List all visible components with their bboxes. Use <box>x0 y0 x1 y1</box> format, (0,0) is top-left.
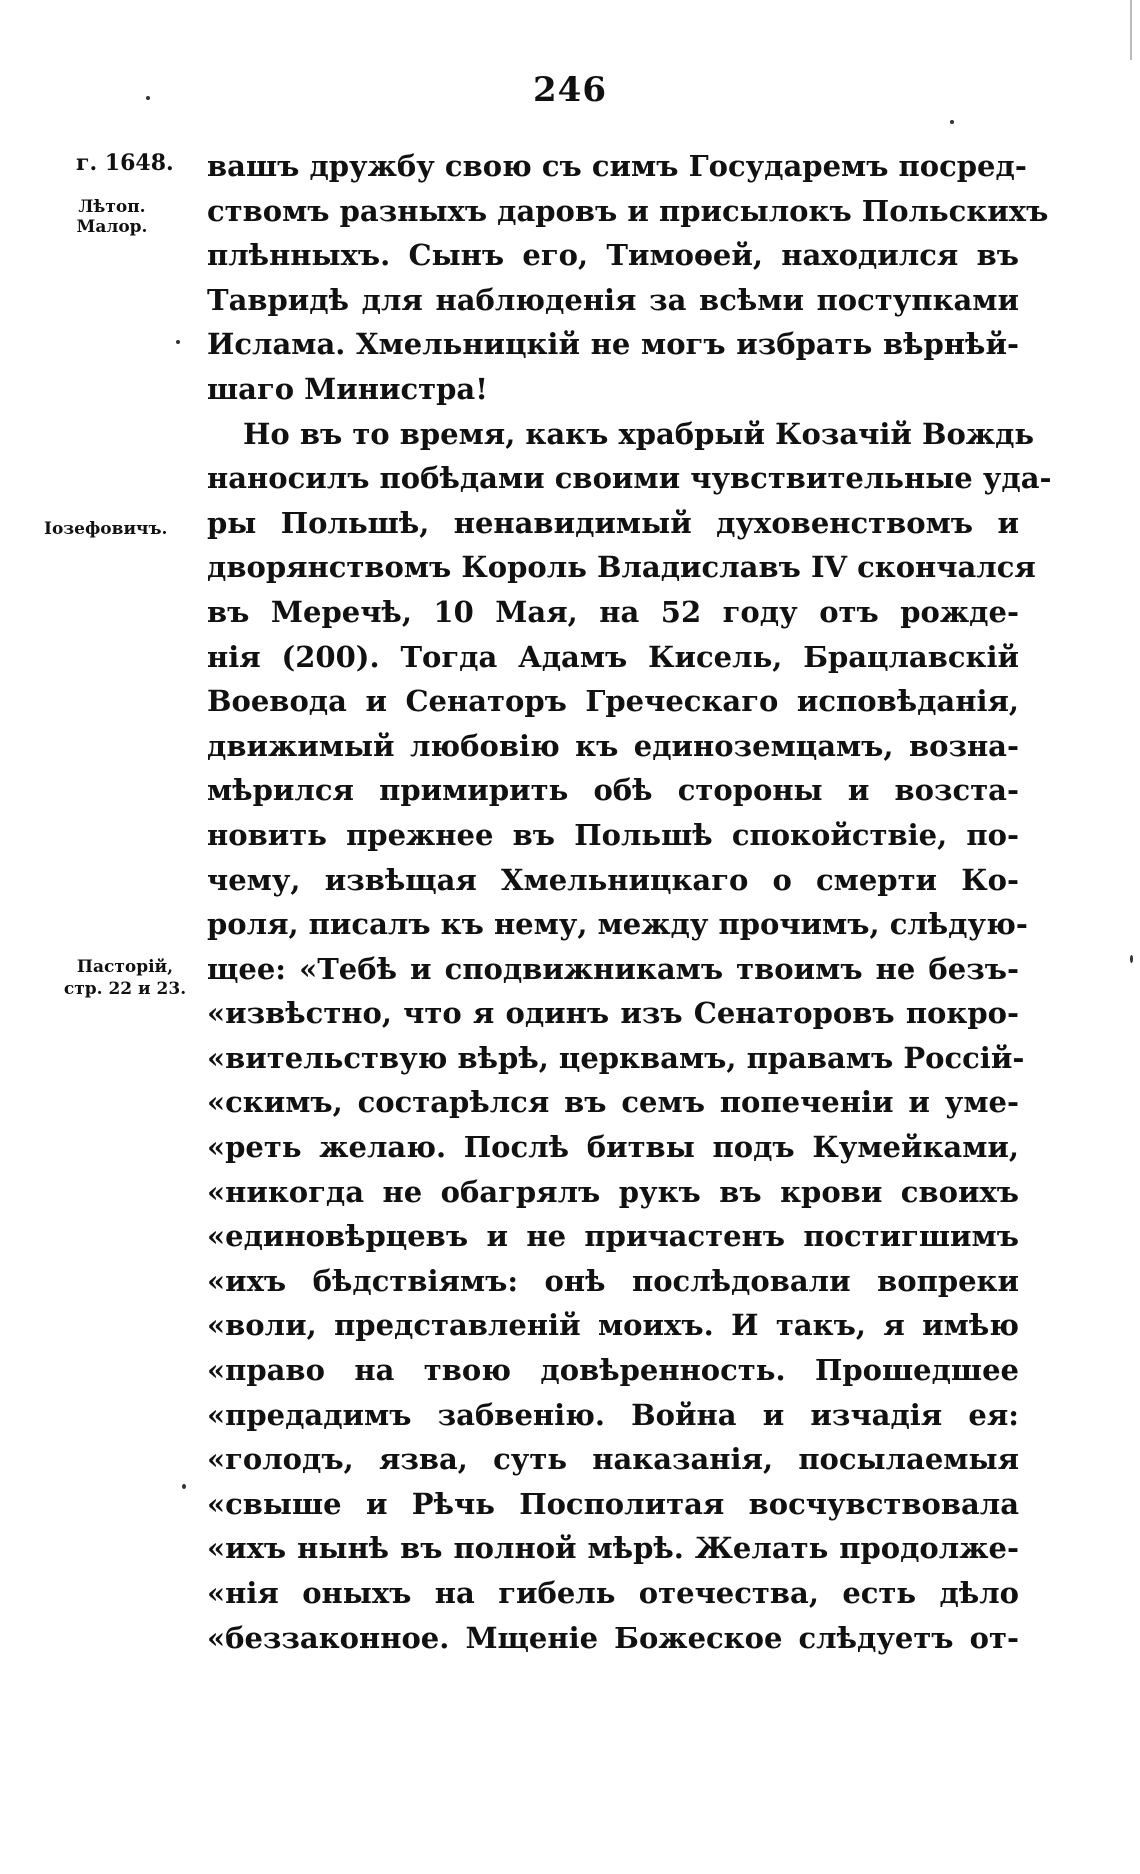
text-line: «реть желаю. Послѣ битвы подъ Кумейками, <box>207 1130 1019 1165</box>
text-line: «извѣстно, что я одинъ изъ Сенаторовъ покро- <box>207 996 1019 1031</box>
text-line: ры Польшѣ, ненавидимый духовенствомъ и <box>207 505 1019 540</box>
text-line: роля, писалъ къ нему, между прочимъ, слѣдую- <box>207 907 1028 942</box>
text-line: вашъ дружбу свою съ симъ Государемъ посред- <box>207 149 1027 183</box>
text-line: плѣнныхъ. Сынъ его, Тимоѳей, находился въ <box>207 238 1019 273</box>
margin-note-chronicle-line: Лѣтоп. <box>78 197 146 217</box>
scan-speck <box>176 340 180 344</box>
scan-speck <box>1130 955 1133 963</box>
text-line: «ихъ бѣдствіямъ: онѣ послѣдовали вопреки <box>207 1263 1019 1298</box>
text-line: чему, извѣщая Хмельницкаго о смерти Ко- <box>207 862 1019 897</box>
text-line: «беззаконное. Мщеніе Божеское слѣдуетъ от- <box>207 1620 1019 1655</box>
text-line: «вительствую вѣрѣ, церквамъ, правамъ Россій- <box>207 1040 1025 1075</box>
text-line: ствомъ разныхъ даровъ и присылокъ Польскихъ <box>207 193 1049 228</box>
text-line: «единовѣрцевъ и не причастенъ постигшимъ <box>207 1219 1019 1254</box>
text-line: мѣрился примирить обѣ стороны и возста- <box>207 773 1019 808</box>
text-line: шаго Министра! <box>207 371 488 406</box>
text-line: Ислама. Хмельницкій не могъ избрать вѣрнѣй- <box>207 327 1019 362</box>
text-line: въ Меречѣ, 10 Мая, на 52 году отъ рожде- <box>207 594 1019 629</box>
margin-note-year: г. 1648. <box>76 150 174 176</box>
text-line: «право на твою довѣренность. Прошедшее <box>207 1353 1019 1388</box>
margin-note-pastoriy <box>50 956 200 1000</box>
text-line: «ихъ нынѣ въ полной мѣрѣ. Желать продолже- <box>207 1531 1019 1566</box>
margin-note-chronicle <box>76 197 148 237</box>
text-line: Тавридѣ для наблюденія за всѣми поступками <box>207 282 1019 317</box>
text-line: «свыше и Рѣчь Посполитая восчувствовала <box>207 1486 1019 1521</box>
body-text <box>207 144 1052 1660</box>
text-line: «воли, представленій моихъ. И такъ, я имѣю <box>207 1308 1019 1343</box>
text-line: Воевода и Сенаторъ Греческаго исповѣданія, <box>207 684 1019 719</box>
text-line: новить прежнее въ Польшѣ спокойствіе, по- <box>207 817 1019 852</box>
text-line: щее: «Тебѣ и сподвижникамъ твоимъ не безъ- <box>207 951 1019 986</box>
margin-note-iosefovich: Іозефовичъ. <box>44 519 168 539</box>
text-line: «нія оныхъ на гибель отечества, есть дѣло <box>207 1576 1019 1610</box>
margin-note-chronicle-line: Малор. <box>76 217 148 237</box>
text-line: дворянствомъ Король Владиславъ IV скончался <box>207 550 1036 585</box>
text-line: «скимъ, состарѣлся въ семъ попеченіи и уме- <box>207 1085 1019 1120</box>
text-line: «предадимъ забвенію. Война и изчадія ея: <box>207 1397 1019 1432</box>
page-edge-mark <box>1130 0 1132 60</box>
page-number: 246 <box>533 70 607 110</box>
scan-speck <box>950 120 954 124</box>
margin-note-pastoriy-line: Пасторій, <box>76 957 174 977</box>
scan-speck <box>146 96 150 100</box>
text-line: Но въ то время, какъ храбрый Козачій Вождь <box>243 416 1035 451</box>
scan-speck <box>182 1484 186 1489</box>
text-line: нія (200). Тогда Адамъ Кисель, Брацлавскій <box>207 639 1019 674</box>
text-line: движимый любовію къ единоземцамъ, вознa- <box>207 728 1019 763</box>
margin-note-pastoriy-line: стр. 22 и 23. <box>63 979 187 999</box>
text-line: «голодъ, язва, суть наказанія, посылаемыя <box>207 1442 1019 1477</box>
text-line: «никогда не обагрялъ рукъ въ крови своихъ <box>207 1174 1019 1209</box>
text-line: наносилъ побѣдами своими чувствительные уда- <box>207 461 1052 496</box>
